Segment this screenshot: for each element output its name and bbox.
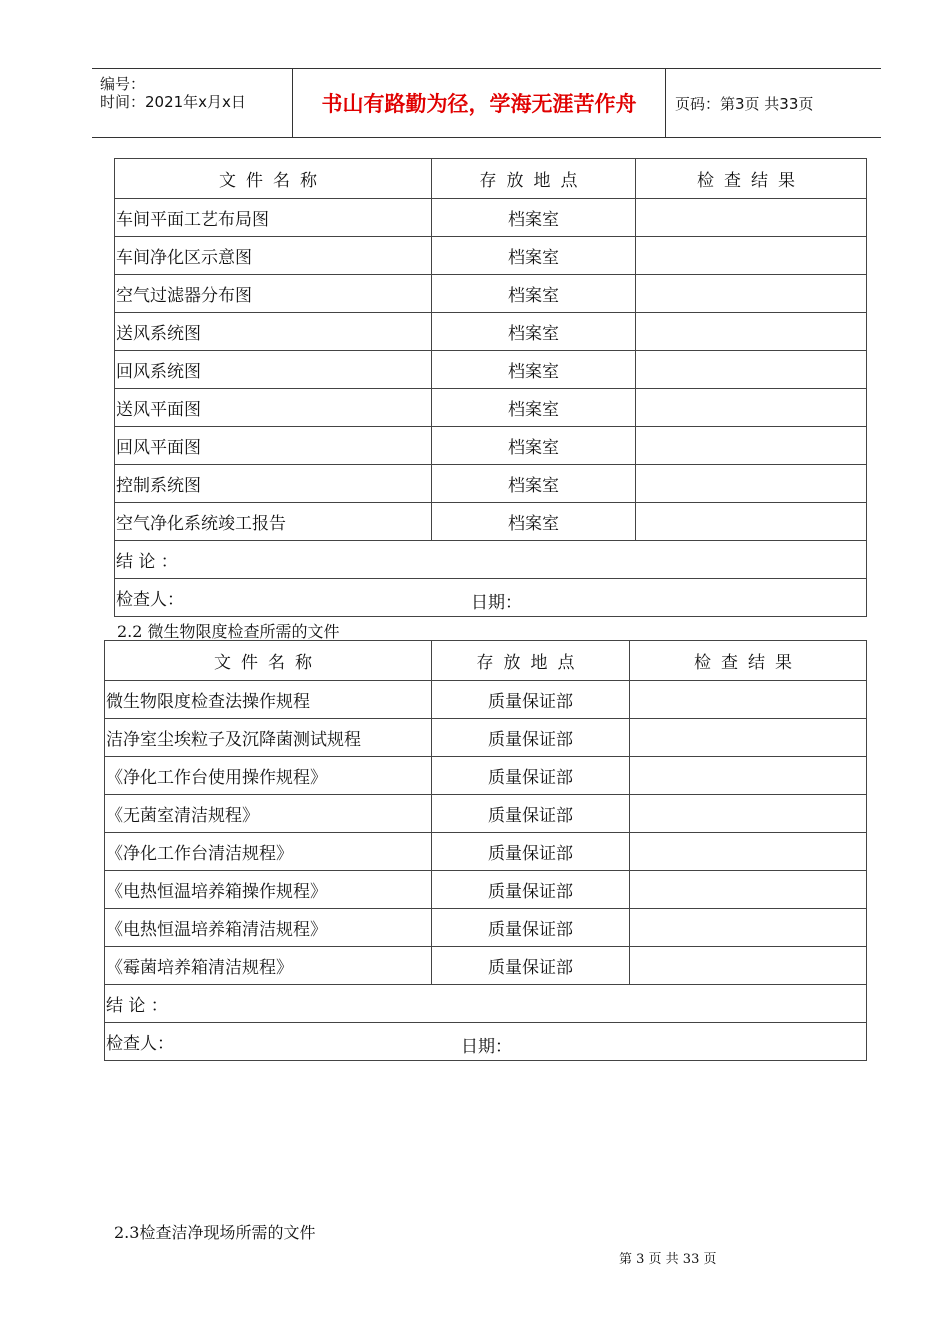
table-row xyxy=(115,503,867,541)
result-cell xyxy=(636,389,867,427)
location-cell: 质量保证部 xyxy=(432,947,630,985)
result-cell xyxy=(630,833,867,871)
table-row xyxy=(105,833,867,871)
date-label: 日期： xyxy=(471,593,522,613)
location-cell: 档案室 xyxy=(432,389,636,427)
file-name-cell: 车间净化区示意图 xyxy=(115,237,432,275)
location-cell: 档案室 xyxy=(432,503,636,541)
header-result: 检查结果 xyxy=(636,159,867,199)
result-cell xyxy=(636,465,867,503)
result-cell xyxy=(636,199,867,237)
table-row xyxy=(115,275,867,313)
table-row xyxy=(115,351,867,389)
table-row xyxy=(105,681,867,719)
table-row xyxy=(115,313,867,351)
file-name-cell: 回风平面图 xyxy=(115,427,432,465)
file-name-cell: 空气净化系统竣工报告 xyxy=(115,503,432,541)
location-cell: 档案室 xyxy=(432,427,636,465)
section-2-2-title: 2.2 微生物限度检查所需的文件 xyxy=(117,622,340,641)
result-cell xyxy=(630,947,867,985)
result-cell xyxy=(630,795,867,833)
location-cell: 档案室 xyxy=(432,199,636,237)
header-motto: 书山有路勤为径，学海无涯苦作舟 xyxy=(292,69,666,137)
table-row xyxy=(115,199,867,237)
page-number-label: 页码：第3页 共33页 xyxy=(675,94,814,113)
header-result: 检查结果 xyxy=(630,641,867,681)
location-cell: 档案室 xyxy=(432,275,636,313)
time-label: 时间：2021年x月x日 xyxy=(100,93,246,111)
result-cell xyxy=(630,719,867,757)
table-row xyxy=(105,871,867,909)
file-name-cell: 控制系统图 xyxy=(115,465,432,503)
header-meta xyxy=(92,69,292,137)
inspector-label: 检查人： xyxy=(106,1034,174,1054)
location-cell: 质量保证部 xyxy=(432,719,630,757)
result-cell xyxy=(636,275,867,313)
result-cell xyxy=(636,313,867,351)
file-name-cell: 空气过滤器分布图 xyxy=(115,275,432,313)
inspector-row xyxy=(105,1023,867,1061)
location-cell: 质量保证部 xyxy=(432,909,630,947)
file-name-cell: 《净化工作台清洁规程》 xyxy=(105,833,432,871)
file-name-cell: 送风平面图 xyxy=(115,389,432,427)
file-name-cell: 微生物限度检查法操作规程 xyxy=(105,681,432,719)
location-cell: 质量保证部 xyxy=(432,681,630,719)
file-name-cell: 车间平面工艺布局图 xyxy=(115,199,432,237)
page-header xyxy=(92,68,881,138)
header-file-name: 文件名称 xyxy=(105,641,432,681)
location-cell: 档案室 xyxy=(432,313,636,351)
result-cell xyxy=(630,909,867,947)
inspector-cell xyxy=(115,579,867,617)
table-row xyxy=(115,427,867,465)
inspector-label: 检查人： xyxy=(116,590,184,610)
table-header-row xyxy=(105,641,867,681)
result-cell xyxy=(630,757,867,795)
conclusion-label: 结 论 ： xyxy=(115,541,867,579)
conclusion-row xyxy=(115,541,867,579)
table-header-row xyxy=(115,159,867,199)
location-cell: 质量保证部 xyxy=(432,757,630,795)
file-name-cell: 回风系统图 xyxy=(115,351,432,389)
table-row xyxy=(105,909,867,947)
number-label: 编号： xyxy=(100,75,146,93)
file-name-cell: 《净化工作台使用操作规程》 xyxy=(105,757,432,795)
file-name-cell: 送风系统图 xyxy=(115,313,432,351)
file-name-cell: 洁净室尘埃粒子及沉降菌测试规程 xyxy=(105,719,432,757)
inspector-cell xyxy=(105,1023,867,1061)
location-cell: 档案室 xyxy=(432,351,636,389)
file-name-cell: 《电热恒温培养箱操作规程》 xyxy=(105,871,432,909)
section-2-3-title: 2.3检查洁净现场所需的文件 xyxy=(114,1223,316,1242)
location-cell: 档案室 xyxy=(432,465,636,503)
conclusion-label: 结 论 ： xyxy=(105,985,867,1023)
inspector-row xyxy=(115,579,867,617)
location-cell: 质量保证部 xyxy=(432,795,630,833)
location-cell: 档案室 xyxy=(432,237,636,275)
file-name-cell: 《无菌室清洁规程》 xyxy=(105,795,432,833)
result-cell xyxy=(630,681,867,719)
table-row xyxy=(105,719,867,757)
page-footer: 第 3 页 共 33 页 xyxy=(619,1252,717,1267)
file-check-table-1 xyxy=(114,158,867,617)
header-location: 存放地点 xyxy=(432,641,630,681)
result-cell xyxy=(636,237,867,275)
table-row xyxy=(105,795,867,833)
conclusion-row xyxy=(105,985,867,1023)
header-file-name: 文件名称 xyxy=(115,159,432,199)
date-label: 日期： xyxy=(461,1037,512,1057)
header-location: 存放地点 xyxy=(432,159,636,199)
result-cell xyxy=(630,871,867,909)
table-row xyxy=(115,237,867,275)
result-cell xyxy=(636,427,867,465)
result-cell xyxy=(636,503,867,541)
file-name-cell: 《霉菌培养箱清洁规程》 xyxy=(105,947,432,985)
file-name-cell: 《电热恒温培养箱清洁规程》 xyxy=(105,909,432,947)
table-row xyxy=(105,757,867,795)
location-cell: 质量保证部 xyxy=(432,871,630,909)
table-row xyxy=(115,389,867,427)
location-cell: 质量保证部 xyxy=(432,833,630,871)
table-row xyxy=(115,465,867,503)
file-check-table-2 xyxy=(104,640,867,1061)
result-cell xyxy=(636,351,867,389)
table-row xyxy=(105,947,867,985)
